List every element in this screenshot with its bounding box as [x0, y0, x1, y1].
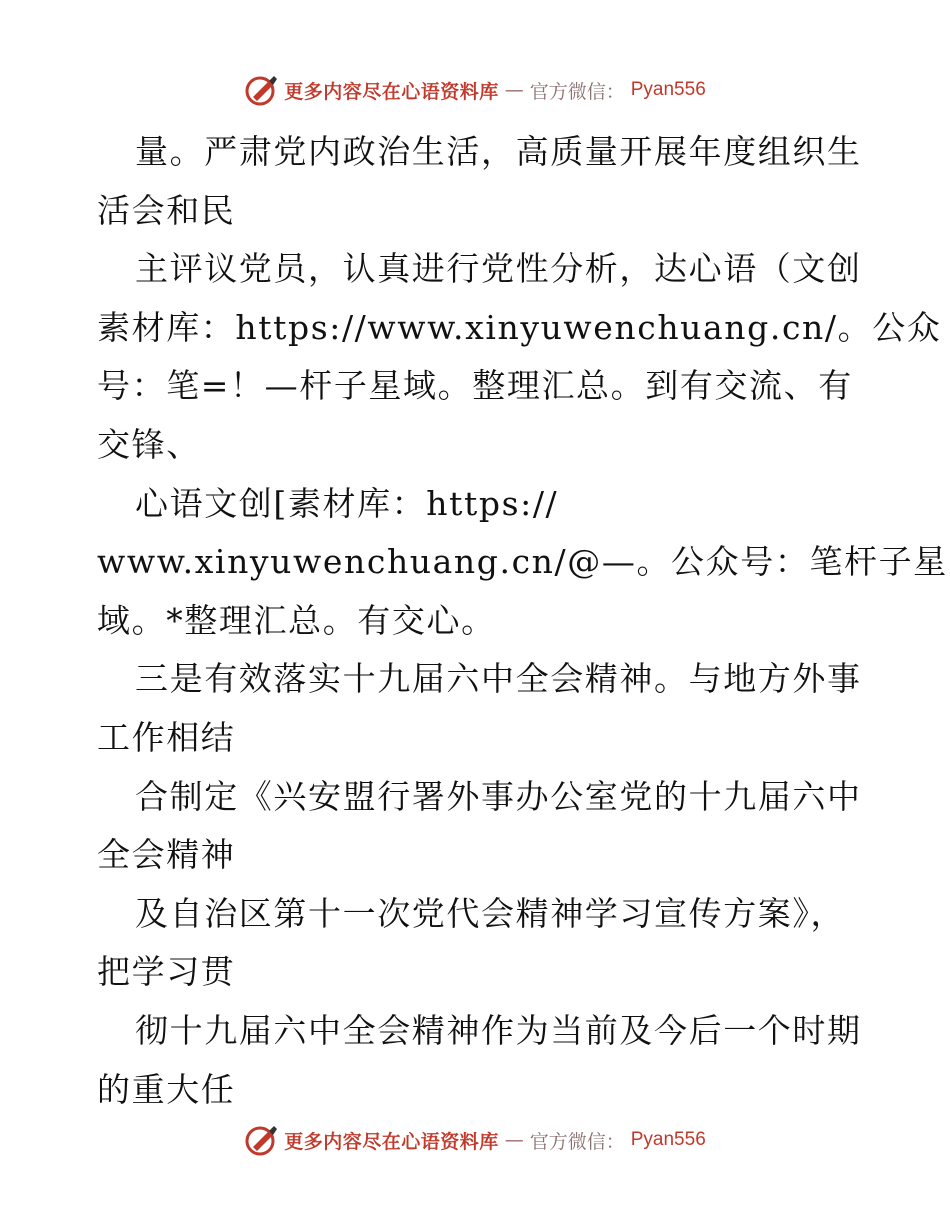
text-line-2: 活会和民 [97, 190, 236, 230]
text-line-11: 工作相结 [97, 717, 236, 757]
text-line-7: 心语文创[素材库：https:// [135, 483, 559, 523]
footer-banner [0, 1120, 950, 1160]
banner-brand-text: 更多内容尽在心语资料库 [284, 1130, 499, 1153]
banner-official-label: 官方微信： [529, 1130, 625, 1153]
text-line-6: 交锋、 [97, 424, 201, 464]
text-line-16: 彻十九届六中全会精神作为当前及今后一个时期 [135, 1010, 862, 1050]
header-banner [0, 70, 950, 110]
text-line-12: 合制定《兴安盟行署外事办公室党的十九届六中 [135, 776, 862, 816]
text-line-9: 域。*整理汇总。有交心。 [97, 600, 496, 640]
banner-separator: — [504, 1129, 524, 1151]
text-line-13: 全会精神 [97, 835, 236, 875]
text-line-1: 量。严肃党内政治生活，高质量开展年度组织生 [135, 132, 862, 171]
text-line-5: 号：笔=！—杆子星域。整理汇总。到有交流、有 [97, 366, 853, 406]
document-body [97, 123, 948, 1119]
text-line-10: 三是有效落实十九届六中全会精神。与地方外事 [135, 659, 862, 699]
banner-separator: — [504, 79, 524, 101]
text-line-4: 素材库：https://www.xinyuwenchuang.cn/。公众 [97, 307, 942, 347]
pen-logo-icon [244, 73, 278, 107]
banner-official-label: 官方微信： [529, 80, 625, 103]
text-line-3: 主评议党员，认真进行党性分析，达心语（文创 [135, 249, 862, 289]
text-line-17: 的重大任 [97, 1069, 236, 1109]
banner-wechat-id: Pyan556 [630, 1129, 706, 1150]
text-line-15: 把学习贯 [97, 952, 236, 992]
text-line-14: 及自治区第十一次党代会精神学习宣传方案》， [135, 893, 846, 933]
text-line-8: www.xinyuwenchuang.cn/@—。公众号：笔杆子星 [97, 542, 948, 582]
pen-logo-icon [244, 1123, 278, 1157]
banner-brand-text: 更多内容尽在心语资料库 [284, 80, 499, 103]
banner-wechat-id: Pyan556 [630, 79, 706, 100]
